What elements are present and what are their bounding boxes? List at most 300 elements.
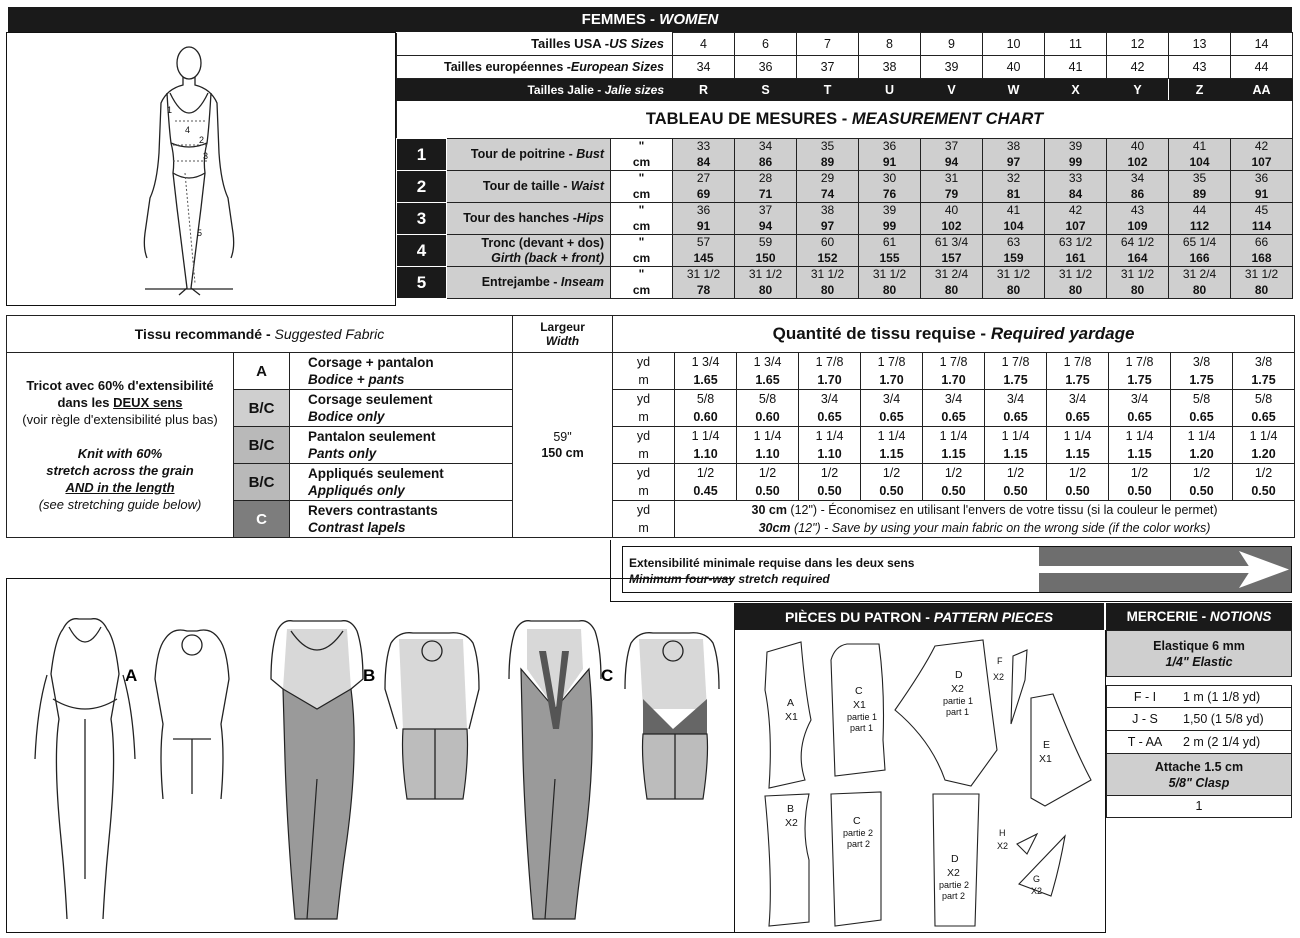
- measurement-cm-cell: 80: [983, 283, 1045, 299]
- measurement-cm-cell: 152: [797, 251, 859, 267]
- yardage-m-cell: 1.15: [1109, 446, 1171, 464]
- measurement-cm-cell: 79: [921, 187, 983, 203]
- eu-label-fr: Tailles européennes -: [444, 60, 571, 74]
- fabric-width-inch: 59": [553, 430, 572, 444]
- measurement-inch-cell: 65 1/4: [1169, 235, 1231, 251]
- yardage-yd-cell: 1/2: [675, 464, 737, 483]
- fabric-view-label: [290, 427, 513, 464]
- measurement-inch-cell: 45: [1231, 203, 1293, 219]
- yardage-m-cell: 1.20: [1233, 446, 1295, 464]
- measurement-inch-cell: 33: [1045, 171, 1107, 187]
- yardage-yd-cell: 1/2: [1171, 464, 1233, 483]
- fabric-view-label-fr: Revers contrastants: [308, 503, 438, 518]
- contrast-note-fr-a: 30 cm: [751, 503, 787, 518]
- piece-h-label: H: [999, 828, 1006, 838]
- jalie-size-cell: R: [673, 79, 735, 101]
- measurement-row: [397, 235, 1293, 251]
- measurement-inch-cell: 40: [1107, 139, 1169, 155]
- elastic-value: 1,50 (1 5/8 yd): [1183, 712, 1264, 726]
- elastic-row: [1106, 731, 1292, 754]
- measurement-row: [397, 139, 1293, 155]
- pattern-title-en: PATTERN PIECES: [933, 608, 1054, 625]
- measurement-inch-cell: 38: [797, 203, 859, 219]
- yardage-m-cell: 0.65: [799, 409, 861, 427]
- measurement-figure-box: [6, 32, 396, 306]
- yardage-m-cell: 1.10: [737, 446, 799, 464]
- piece-g-qty: X2: [1031, 886, 1043, 896]
- yardage-yd-cell: 1 7/8: [861, 353, 923, 372]
- unit-inch: ": [611, 267, 673, 283]
- measurement-cm-cell: 155: [859, 251, 921, 267]
- unit-inch: ": [611, 203, 673, 219]
- view-label-b: B: [363, 666, 376, 685]
- measurement-cm-cell: 109: [1107, 219, 1169, 235]
- pattern-pieces-drawing: [735, 630, 1105, 930]
- fabric-header-en: Suggested Fabric: [274, 326, 385, 342]
- measurement-cm-cell: 84: [1045, 187, 1107, 203]
- figure-mark-3: 3: [203, 151, 209, 161]
- eu-size-cell: 37: [797, 56, 859, 79]
- yardage-yd-cell: 1/2: [1047, 464, 1109, 483]
- measurement-inch-cell: 42: [1045, 203, 1107, 219]
- yardage-m-cell: 1.75: [985, 372, 1047, 390]
- measurement-inch-cell: 41: [983, 203, 1045, 219]
- measurement-cm-cell: 80: [797, 283, 859, 299]
- elastic-value: 2 m (2 1/4 yd): [1183, 735, 1261, 749]
- measurement-cm-cell: 107: [1045, 219, 1107, 235]
- fabric-desc-fr-2b: DEUX sens: [113, 395, 183, 410]
- measurement-title-fr: TABLEAU DE MESURES -: [645, 109, 852, 128]
- measurement-cm-cell: 114: [1231, 219, 1293, 235]
- pattern-piece-f: [1011, 650, 1027, 724]
- views-box: [6, 578, 734, 933]
- measurement-cm-cell: 80: [1107, 283, 1169, 299]
- piece-f-label: F: [997, 656, 1003, 666]
- unit-inch: ": [611, 171, 673, 187]
- measurement-row: [397, 203, 1293, 219]
- yardage-m-cell: 0.65: [1109, 409, 1171, 427]
- measurement-cm-cell: 94: [735, 219, 797, 235]
- pattern-title-fr: PIÈCES DU PATRON -: [784, 608, 930, 625]
- eu-size-cell: 34: [673, 56, 735, 79]
- elastic-range: J - S: [1132, 712, 1158, 726]
- jalie-size-cell: AA: [1231, 79, 1293, 101]
- view-a-back: [155, 630, 229, 799]
- fabric-view-label: [290, 501, 513, 538]
- measurement-inch-cell: 31 1/2: [735, 267, 797, 283]
- eu-size-cell: 44: [1231, 56, 1293, 79]
- piece-f-qty: X2: [993, 672, 1005, 682]
- unit-cm: cm: [611, 219, 673, 235]
- unit-cm: cm: [611, 283, 673, 299]
- yardage-yd-cell: 1/2: [861, 464, 923, 483]
- fabric-view-label-en: Bodice only: [308, 409, 385, 424]
- measurement-inch-cell: 61 3/4: [921, 235, 983, 251]
- us-size-cell: 11: [1045, 33, 1107, 56]
- measurement-number: 5: [397, 267, 447, 299]
- measurement-cm-cell: 168: [1231, 251, 1293, 267]
- measurement-inch-cell: 35: [797, 139, 859, 155]
- measurement-inch-cell: 36: [1231, 171, 1293, 187]
- measurement-label: [447, 139, 611, 171]
- view-a-front: [35, 619, 138, 919]
- contrast-note-en-b: (12") - Save by using your main fabric on the wrong side (if the color works): [790, 521, 1211, 536]
- measurement-cm-cell: 89: [1169, 187, 1231, 203]
- yardage-yd-cell: 1 7/8: [923, 353, 985, 372]
- yardage-yd-cell: 3/4: [861, 390, 923, 409]
- piece-c2-part-fr: partie 2: [843, 828, 874, 838]
- yardage-m-cell: 1.15: [1047, 446, 1109, 464]
- measurement-inch-cell: 36: [673, 203, 735, 219]
- measurement-cm-cell: 164: [1107, 251, 1169, 267]
- header-title-en: WOMEN: [659, 11, 719, 28]
- us-size-cell: 9: [921, 33, 983, 56]
- measurement-cm-cell: 89: [797, 155, 859, 171]
- piece-a-qty: X1: [785, 711, 798, 723]
- measurement-inch-cell: 59: [735, 235, 797, 251]
- piece-d1-qty: X2: [951, 683, 964, 695]
- measurement-cm-cell: 91: [859, 155, 921, 171]
- elastic-label-en: 1/4" Elastic: [1165, 655, 1233, 669]
- us-size-cell: 12: [1107, 33, 1169, 56]
- yardage-yd-cell: 1 1/4: [1109, 427, 1171, 446]
- measurement-cm-cell: 91: [673, 219, 735, 235]
- yardage-m-cell: 1.15: [861, 446, 923, 464]
- measurement-inch-cell: 31 1/2: [1107, 267, 1169, 283]
- yardage-m-cell: 0.50: [799, 483, 861, 501]
- measurement-cm-cell: 94: [921, 155, 983, 171]
- stretch-label-fr: Extensibilité minimale requise dans les deux sens: [629, 556, 915, 570]
- unit-inch: ": [611, 139, 673, 155]
- measurement-cm-cell: 81: [983, 187, 1045, 203]
- piece-c1-part-en: part 1: [850, 723, 874, 733]
- fabric-view-label: [290, 353, 513, 390]
- measurement-cm-cell: 86: [1107, 187, 1169, 203]
- fabric-view-label-en: Contrast lapels: [308, 520, 406, 535]
- yardage-m-cell: 1.75: [1047, 372, 1109, 390]
- measurement-label-en: Hips: [576, 211, 604, 225]
- clasp-qty: 1: [1195, 799, 1203, 813]
- measurement-cm-cell: 159: [983, 251, 1045, 267]
- us-label-fr: Tailles USA -: [531, 36, 610, 52]
- measurement-inch-cell: 31 2/4: [921, 267, 983, 283]
- measurement-cm-cell: 161: [1045, 251, 1107, 267]
- measurement-inch-cell: 30: [859, 171, 921, 187]
- yardage-m-cell: 1.65: [737, 372, 799, 390]
- yardage-m-cell: 0.50: [737, 483, 799, 501]
- measurement-label: [447, 235, 611, 267]
- yardage-m-cell: 0.50: [861, 483, 923, 501]
- fabric-view-code: A: [234, 353, 290, 390]
- fabric-desc-en-1: Knit with 60%: [77, 446, 163, 461]
- elastic-header: [1106, 630, 1292, 677]
- measurement-inch-cell: 34: [1107, 171, 1169, 187]
- fabric-desc-fr-3: (voir règle d'extensibilité plus bas): [22, 412, 218, 427]
- view-label-c: C: [601, 666, 614, 685]
- yardage-yd-cell: 3/4: [1047, 390, 1109, 409]
- elastic-value: 1 m (1 1/8 yd): [1183, 689, 1261, 704]
- fabric-view-label: [290, 464, 513, 501]
- measurement-inch-cell: 64 1/2: [1107, 235, 1169, 251]
- contrast-note-fr: [675, 501, 1295, 520]
- eu-sizes-row: [397, 56, 1293, 79]
- yardage-m-cell: 0.65: [985, 409, 1047, 427]
- yardage-title-fr: Quantité de tissu requise -: [772, 324, 991, 343]
- yardage-m-cell: 1.65: [675, 372, 737, 390]
- measurement-label-fr: Tour de poitrine -: [470, 147, 577, 161]
- view-b-back: [385, 633, 479, 799]
- us-size-cell: 8: [859, 33, 921, 56]
- measurement-inch-cell: 31 1/2: [1045, 267, 1107, 283]
- stretch-label-en: Minimum four-way stretch required: [629, 572, 830, 586]
- measurement-inch-cell: 34: [735, 139, 797, 155]
- yardage-m-cell: 1.20: [1171, 446, 1233, 464]
- yardage-m-cell: 0.50: [1109, 483, 1171, 501]
- yardage-yd-cell: 3/4: [1109, 390, 1171, 409]
- measurement-cm-cell: 104: [1169, 155, 1231, 171]
- measurement-inch-cell: 36: [859, 139, 921, 155]
- fabric-view-label-fr: Pantalon seulement: [308, 429, 436, 444]
- jalie-size-cell: W: [983, 79, 1045, 101]
- yardage-yd-cell: 1 1/4: [1233, 427, 1295, 446]
- clasp-qty-row: [1106, 796, 1292, 818]
- yardage-m-cell: 0.65: [923, 409, 985, 427]
- yardage-yd-cell: 1 1/4: [985, 427, 1047, 446]
- measurement-row: [397, 267, 1293, 283]
- measurement-label: [447, 267, 611, 299]
- measurement-label: [447, 171, 611, 203]
- yardage-yd-cell: 1 1/4: [861, 427, 923, 446]
- measurement-cm-cell: 112: [1169, 219, 1231, 235]
- clasp-label-en: 5/8" Clasp: [1168, 776, 1230, 790]
- measurement-inch-cell: 37: [735, 203, 797, 219]
- measurement-cm-cell: 104: [983, 219, 1045, 235]
- unit-yd: yd: [613, 390, 675, 409]
- yardage-yd-cell: 1 1/4: [1047, 427, 1109, 446]
- measurement-inch-cell: 32: [983, 171, 1045, 187]
- fabric-view-label-en: Pants only: [308, 446, 377, 461]
- yardage-m-cell: 0.65: [861, 409, 923, 427]
- yardage-yd-cell: 1 7/8: [985, 353, 1047, 372]
- yardage-m-cell: 1.75: [1171, 372, 1233, 390]
- measurement-number: 1: [397, 139, 447, 171]
- piece-b-qty: X2: [785, 817, 798, 829]
- measurement-inch-cell: 28: [735, 171, 797, 187]
- fabric-view-code: C: [234, 501, 290, 538]
- yardage-yd-cell: 1 7/8: [1109, 353, 1171, 372]
- yardage-yd-cell: 3/4: [799, 390, 861, 409]
- unit-yd: yd: [613, 464, 675, 483]
- unit-yd: yd: [613, 353, 675, 372]
- pattern-piece-e: [1031, 694, 1091, 806]
- measurement-cm-cell: 80: [1169, 283, 1231, 299]
- measurement-cm-cell: 80: [1231, 283, 1293, 299]
- yardage-yd-cell: 5/8: [737, 390, 799, 409]
- measurement-inch-cell: 41: [1169, 139, 1231, 155]
- yardage-m-cell: 0.60: [675, 409, 737, 427]
- contrast-note-fr-b: (12") - Économisez en utilisant l'envers de votre tissu (si la couleur le permet): [786, 503, 1218, 518]
- measurement-table: [396, 138, 1293, 299]
- measurement-inch-cell: 35: [1169, 171, 1231, 187]
- measurement-row: [397, 171, 1293, 187]
- unit-yd: yd: [613, 427, 675, 446]
- measurement-inch-cell: 43: [1107, 203, 1169, 219]
- fabric-view-label-fr: Appliqués seulement: [308, 466, 444, 481]
- jalie-size-cell: Y: [1107, 79, 1169, 101]
- figure-mark-1: 1: [167, 105, 173, 115]
- measurement-inch-cell: 31 1/2: [797, 267, 859, 283]
- unit-m: m: [613, 446, 675, 464]
- eu-size-cell: 38: [859, 56, 921, 79]
- yardage-title-en: Required yardage: [990, 324, 1135, 343]
- yardage-m-cell: 1.75: [1233, 372, 1295, 390]
- jalie-sizes-row: [397, 79, 1293, 101]
- yardage-m-cell: 0.50: [1047, 483, 1109, 501]
- yardage-yd-cell: 3/4: [923, 390, 985, 409]
- measurement-label-en: Waist: [570, 179, 604, 193]
- figure-mark-2: 2: [199, 135, 205, 145]
- header-bar: [8, 7, 1292, 32]
- fabric-row: [7, 353, 1295, 372]
- eu-label-en: European Sizes: [570, 60, 665, 74]
- measurement-label-fr: Tour des hanches -: [463, 211, 577, 225]
- measurement-inch-cell: 31: [921, 171, 983, 187]
- us-size-cell: 14: [1231, 33, 1293, 56]
- unit-yd: yd: [613, 501, 675, 520]
- jalie-size-cell: V: [921, 79, 983, 101]
- measurement-inch-cell: 27: [673, 171, 735, 187]
- measurement-inch-cell: 61: [859, 235, 921, 251]
- eu-size-cell: 42: [1107, 56, 1169, 79]
- us-size-cell: 4: [673, 33, 735, 56]
- piece-g-label: G: [1033, 874, 1041, 884]
- jalie-label-en: Jalie sizes: [604, 82, 665, 97]
- piece-d1-label: D: [955, 669, 963, 681]
- fabric-desc-en-4: (see stretching guide below): [38, 497, 202, 512]
- measurement-cm-cell: 74: [797, 187, 859, 203]
- measurement-inch-cell: 63: [983, 235, 1045, 251]
- unit-m: m: [613, 520, 675, 538]
- measurement-cm-cell: 80: [859, 283, 921, 299]
- fabric-view-code: B/C: [234, 427, 290, 464]
- fabric-width-cm: 150 cm: [541, 446, 584, 460]
- measurement-inch-cell: 39: [1045, 139, 1107, 155]
- fabric-table: [6, 315, 1295, 538]
- us-size-cell: 7: [797, 33, 859, 56]
- eu-size-cell: 39: [921, 56, 983, 79]
- yardage-m-cell: 1.70: [861, 372, 923, 390]
- measurement-inch-cell: 38: [983, 139, 1045, 155]
- eu-size-cell: 41: [1045, 56, 1107, 79]
- width-label-fr: Largeur: [540, 320, 585, 334]
- measurement-label-fr: Tronc (devant + dos): [481, 235, 604, 250]
- us-size-cell: 13: [1169, 33, 1231, 56]
- jalie-size-cell: Z: [1169, 79, 1231, 101]
- pattern-piece-h: [1017, 834, 1037, 854]
- jalie-size-cell: U: [859, 79, 921, 101]
- yardage-yd-cell: 5/8: [1233, 390, 1295, 409]
- yardage-m-cell: 0.65: [1047, 409, 1109, 427]
- measurement-inch-cell: 39: [859, 203, 921, 219]
- sizes-table: [396, 32, 1293, 138]
- yardage-yd-cell: 1/2: [799, 464, 861, 483]
- yardage-m-cell: 1.10: [675, 446, 737, 464]
- yardage-m-cell: 1.10: [799, 446, 861, 464]
- unit-cm: cm: [611, 251, 673, 267]
- unit-m: m: [613, 483, 675, 501]
- notions-title-en: NOTIONS: [1209, 609, 1272, 624]
- yardage-yd-cell: 1/2: [1109, 464, 1171, 483]
- piece-b-label: B: [787, 803, 795, 815]
- measurement-label-fr: Entrejambe -: [481, 275, 561, 289]
- measurement-inch-cell: 29: [797, 171, 859, 187]
- yardage-yd-cell: 5/8: [1171, 390, 1233, 409]
- piece-d2-part-en: part 2: [942, 891, 966, 901]
- elastic-row: [1106, 685, 1292, 708]
- measurement-inch-cell: 63 1/2: [1045, 235, 1107, 251]
- yardage-m-cell: 0.50: [1233, 483, 1295, 501]
- view-label-a: A: [125, 666, 138, 685]
- yardage-m-cell: 0.50: [923, 483, 985, 501]
- fabric-header-row: [7, 316, 1295, 353]
- measurement-title-en: MEASUREMENT CHART: [851, 109, 1044, 128]
- measurement-inch-cell: 40: [921, 203, 983, 219]
- piece-c1-label: C: [855, 685, 863, 697]
- measurement-cm-cell: 76: [859, 187, 921, 203]
- fabric-view-label-en: Bodice + pants: [308, 372, 405, 387]
- width-label-en: Width: [545, 334, 580, 348]
- unit-cm: cm: [611, 187, 673, 203]
- elastic-row: [1106, 708, 1292, 731]
- yardage-yd-cell: 1 1/4: [1171, 427, 1233, 446]
- notions-box: [1106, 630, 1292, 815]
- measurement-number: 3: [397, 203, 447, 235]
- view-c-front: [509, 621, 601, 919]
- jalie-size-cell: S: [735, 79, 797, 101]
- unit-inch: ": [611, 235, 673, 251]
- measurement-label-fr: Tour de taille -: [482, 179, 571, 193]
- yardage-yd-cell: 1 7/8: [1047, 353, 1109, 372]
- yardage-yd-cell: 1 1/4: [675, 427, 737, 446]
- yardage-m-cell: 1.15: [923, 446, 985, 464]
- yardage-yd-cell: 1 7/8: [799, 353, 861, 372]
- measurement-inch-cell: 31 1/2: [1231, 267, 1293, 283]
- measurement-cm-cell: 157: [921, 251, 983, 267]
- yardage-yd-cell: 1 1/4: [737, 427, 799, 446]
- measurement-cm-cell: 69: [673, 187, 735, 203]
- yardage-yd-cell: 3/4: [985, 390, 1047, 409]
- measurement-cm-cell: 91: [1231, 187, 1293, 203]
- yardage-yd-cell: 1 1/4: [923, 427, 985, 446]
- piece-d2-label: D: [951, 853, 959, 865]
- yardage-m-cell: 1.15: [985, 446, 1047, 464]
- yardage-yd-cell: 1 3/4: [675, 353, 737, 372]
- yardage-yd-cell: 1/2: [1233, 464, 1295, 483]
- measurement-inch-cell: 31 2/4: [1169, 267, 1231, 283]
- yardage-m-cell: 0.50: [985, 483, 1047, 501]
- measurement-cm-cell: 80: [735, 283, 797, 299]
- piece-e-label: E: [1043, 739, 1051, 751]
- pattern-pieces-box: [734, 630, 1106, 933]
- measurement-title-row: [397, 101, 1293, 138]
- measurement-cm-cell: 80: [921, 283, 983, 299]
- measurement-inch-cell: 66: [1231, 235, 1293, 251]
- figure-mark-4: 4: [185, 125, 191, 135]
- piece-c2-part-en: part 2: [847, 839, 871, 849]
- piece-e-qty: X1: [1039, 753, 1052, 765]
- yardage-m-cell: 1.70: [923, 372, 985, 390]
- measurement-cm-cell: 145: [673, 251, 735, 267]
